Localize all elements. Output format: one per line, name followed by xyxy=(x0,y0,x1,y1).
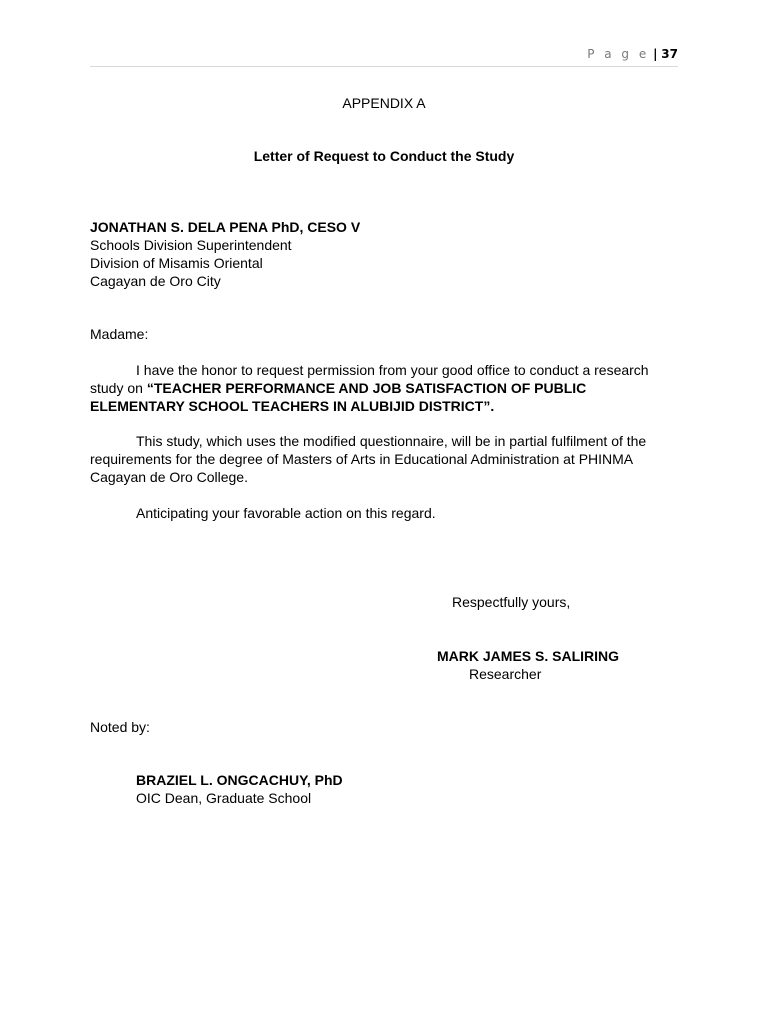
appendix-title: APPENDIX A xyxy=(342,95,426,111)
header-divider xyxy=(90,66,678,67)
salutation: Madame: xyxy=(90,326,149,342)
recipient-city: Cagayan de Oro City xyxy=(90,273,221,289)
closing: Respectfully yours, xyxy=(452,594,571,610)
page-header xyxy=(587,47,678,61)
dean-role: OIC Dean, Graduate School xyxy=(136,790,312,806)
researcher-name: MARK JAMES S. SALIRING xyxy=(437,648,620,664)
body-paragraph-2 xyxy=(90,432,680,486)
letter-title: Letter of Request to Conduct the Study xyxy=(253,148,515,164)
researcher-role: Researcher xyxy=(469,666,542,682)
paragraph-2-text: This study, which uses the modified questionnaire, will be in partial fulfilment of the requirements for the degree of Masters of Arts in Educational Administration at PHINMA Cagayan de Oro College. xyxy=(90,433,647,485)
page-number: 37 xyxy=(661,47,678,61)
recipient-name: JONATHAN S. DELA PENA PhD, CESO V xyxy=(90,219,361,235)
recipient-division: Division of Misamis Oriental xyxy=(90,255,263,271)
body-paragraph-3 xyxy=(90,504,680,522)
body-paragraph-1 xyxy=(90,361,680,415)
recipient-position: Schools Division Superintendent xyxy=(90,237,292,253)
dean-name: BRAZIEL L. ONGCACHUY, PhD xyxy=(136,772,343,788)
page-separator: | xyxy=(653,47,658,61)
paragraph-1-intro: I have the honor to request permission from your good office to conduct a research study on xyxy=(90,362,649,396)
paragraph-3-text: Anticipating your favorable action on this regard. xyxy=(136,505,436,521)
page-label: P a g e xyxy=(587,47,650,61)
study-title: “TEACHER PERFORMANCE AND JOB SATISFACTION OF PUBLIC ELEMENTARY SCHOOL TEACHERS IN ALUBIJID DISTRICT”. xyxy=(90,380,587,414)
noted-by-label: Noted by: xyxy=(90,719,150,735)
